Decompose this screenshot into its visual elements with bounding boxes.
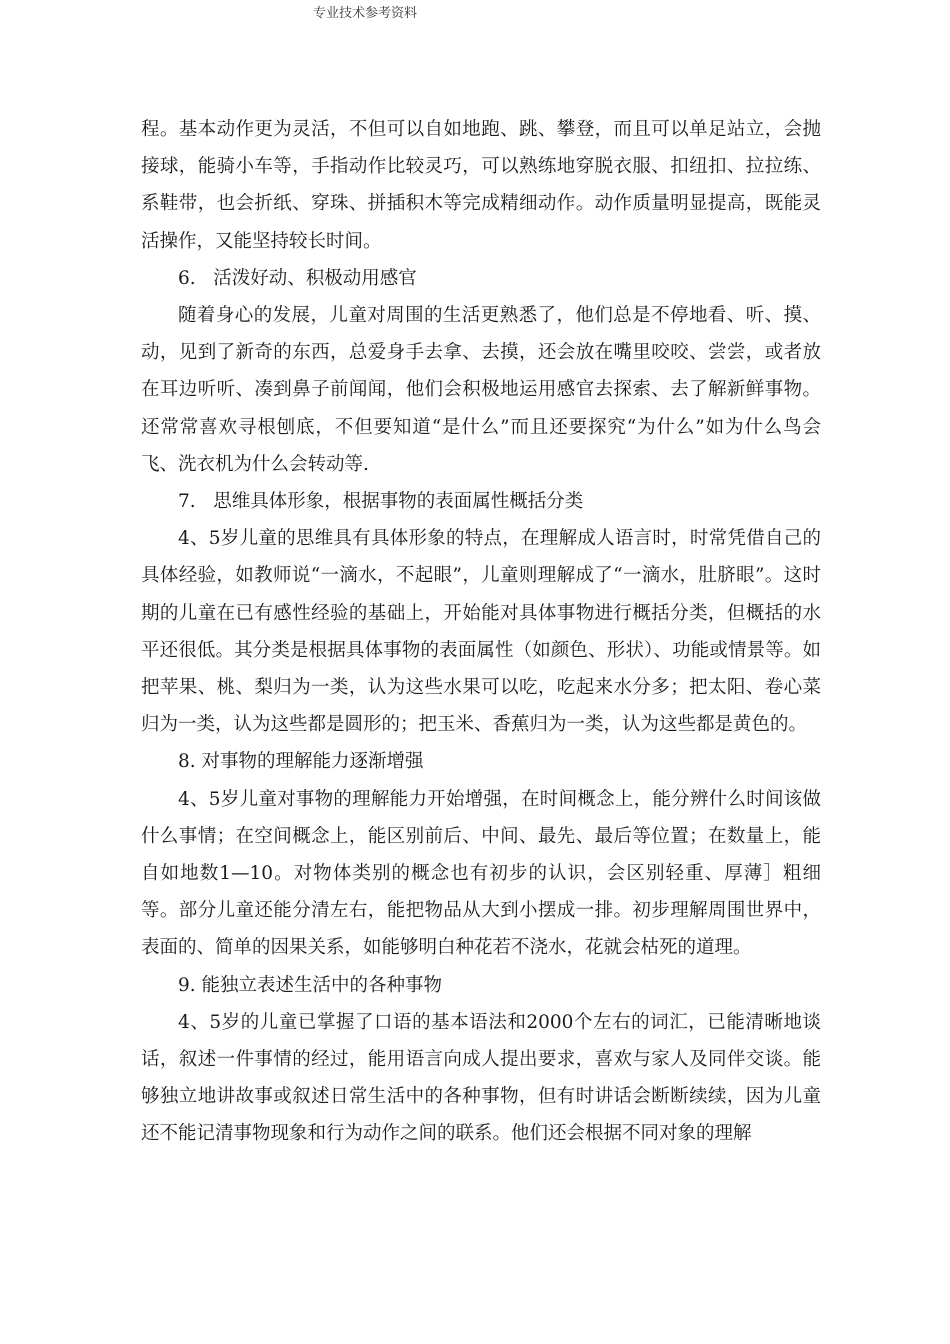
paragraph-section-7: 4、5岁儿童的思维具有具体形象的特点，在理解成人语言时，时常凭借自己的具体经验，如教师说“一滴水，不起眼”，儿童则理解成了“一滴水，肚脐眼”。这时期的儿童在已有感性经验的基础上，开始能对具体事物进行概括分类，但概括的水平还很低。其分类是根据具体事物的表面属性（如颜色、形状）、功能或情景等。如把苹果、桃、梨归为一类，认为这些水果可以吃，吃起来水分多；把太阳、卷心菜归为一类，认为这些都是圆形的；把玉米、香蕉归为一类，认为这些都是黄色的。: [141, 528, 821, 736]
section-heading-9: 9. 能独立表述生活中的各种事物: [178, 974, 443, 996]
document-body: [141, 111, 821, 1153]
section-heading-7: 7. 思维具体形象，根据事物的表面属性概括分类: [178, 491, 584, 513]
paragraph-section-6: 随着身心的发展，儿童对周围的生活更熟悉了，他们总是不停地看、听、摸、动，见到了新奇的东西，总爱身手去拿、去摸，还会放在嘴里咬咬、尝尝，或者放在耳边听听、凑到鼻子前闻闻，他们会积极地运用感官去探索、去了解新鲜事物。还常常喜欢寻根刨底，不但要知道“是什么”而且还要探究“为什么”如为什么鸟会飞、洗衣机为什么会转动等.: [141, 305, 821, 475]
paragraph-section-9: 4、5岁的儿童已掌握了口语的基本语法和2000个左右的词汇，已能清晰地谈话，叙述一件事情的经过，能用语言向成人提出要求，喜欢与家人及同伴交谈。能够独立地讲故事或叙述日常生活中的各种事物，但有时讲话会断断续续，因为儿童还不能记清事物现象和行为动作之间的联系。他们还会根据不同对象的理解: [141, 1011, 821, 1145]
paragraph-continuation: 程。基本动作更为灵活，不但可以自如地跑、跳、攀登，而且可以单足站立，会抛接球，能骑小车等，手指动作比较灵巧，可以熟练地穿脱衣服、扣纽扣、拉拉练、系鞋带，也会折纸、穿珠、拼插积木等完成精细动作。动作质量明显提高，既能灵活操作，又能坚持较长时间。: [141, 119, 821, 252]
page-header: 专业技术参考资料: [313, 6, 418, 21]
section-heading-6: 6. 活泼好动、积极动用感官: [178, 267, 417, 289]
section-heading-8: 8. 对事物的理解能力逐渐增强: [178, 751, 424, 773]
paragraph-section-8: 4、5岁儿童对事物的理解能力开始增强，在时间概念上，能分辨什么时间该做什么事情；在空间概念上，能区别前后、中间、最先、最后等位置；在数量上，能自如地数1—10。对物体类别的概念也有初步的认识，会区别轻重、厚薄］粗细等。部分儿童还能分清左右，能把物品从大到小摆成一排。初步理解周围世界中，表面的、简单的因果关系，如能够明白种花若不浇水，花就会枯死的道理。: [141, 788, 821, 959]
